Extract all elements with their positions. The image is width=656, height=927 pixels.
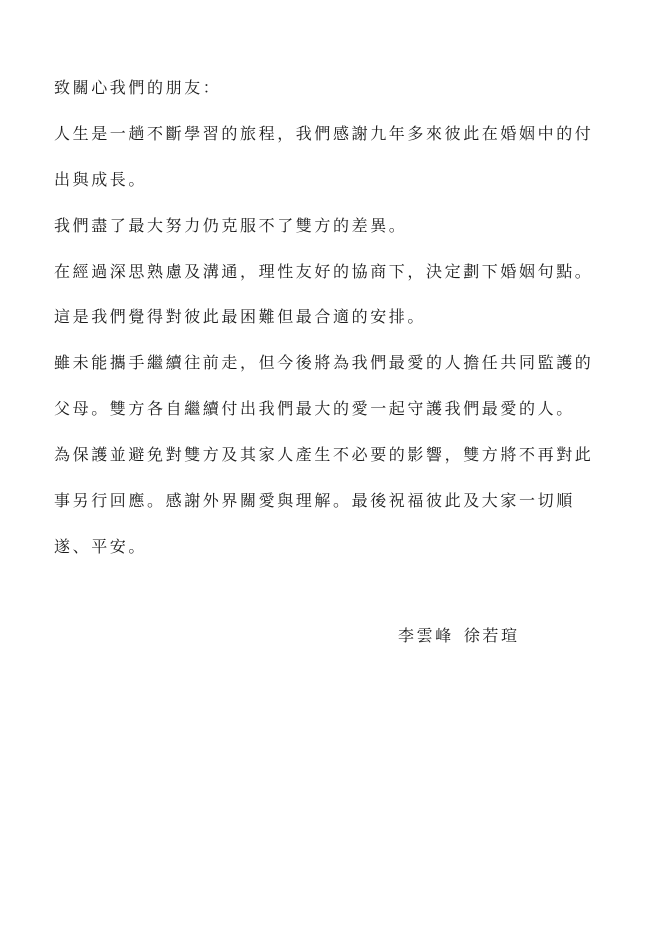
letter-line: 事另行回應。感謝外界關愛與理解。最後祝福彼此及大家一切順 <box>54 491 575 510</box>
letter-line: 這是我們覺得對彼此最困難但最合適的安排。 <box>54 307 427 326</box>
signature-block <box>398 626 520 646</box>
letter-line: 我們盡了最大努力仍克服不了雙方的差異。 <box>54 216 408 235</box>
signatory-name: 李雲峰 <box>398 626 454 645</box>
signatory-name: 徐若瑄 <box>463 626 520 645</box>
letter-line: 在經過深思熟慮及溝通，理性友好的協商下，決定劃下婚姻句點。 <box>54 262 594 281</box>
letter-line: 遂、平安。 <box>54 537 148 556</box>
letter-line: 父母。雙方各自繼續付出我們最大的愛一起守護我們最愛的人。 <box>54 399 575 418</box>
letter-line: 出與成長。 <box>54 170 148 189</box>
letter-line: 為保護並避免對雙方及其家人產生不必要的影響，雙方將不再對此 <box>54 445 594 464</box>
letter-line: 雖未能攜手繼續往前走，但今後將為我們最愛的人擔任共同監護的 <box>54 353 594 372</box>
salutation: 致關心我們的朋友： <box>54 78 222 97</box>
letter-line: 人生是一趟不斷學習的旅程，我們感謝九年多來彼此在婚姻中的付 <box>54 124 594 143</box>
